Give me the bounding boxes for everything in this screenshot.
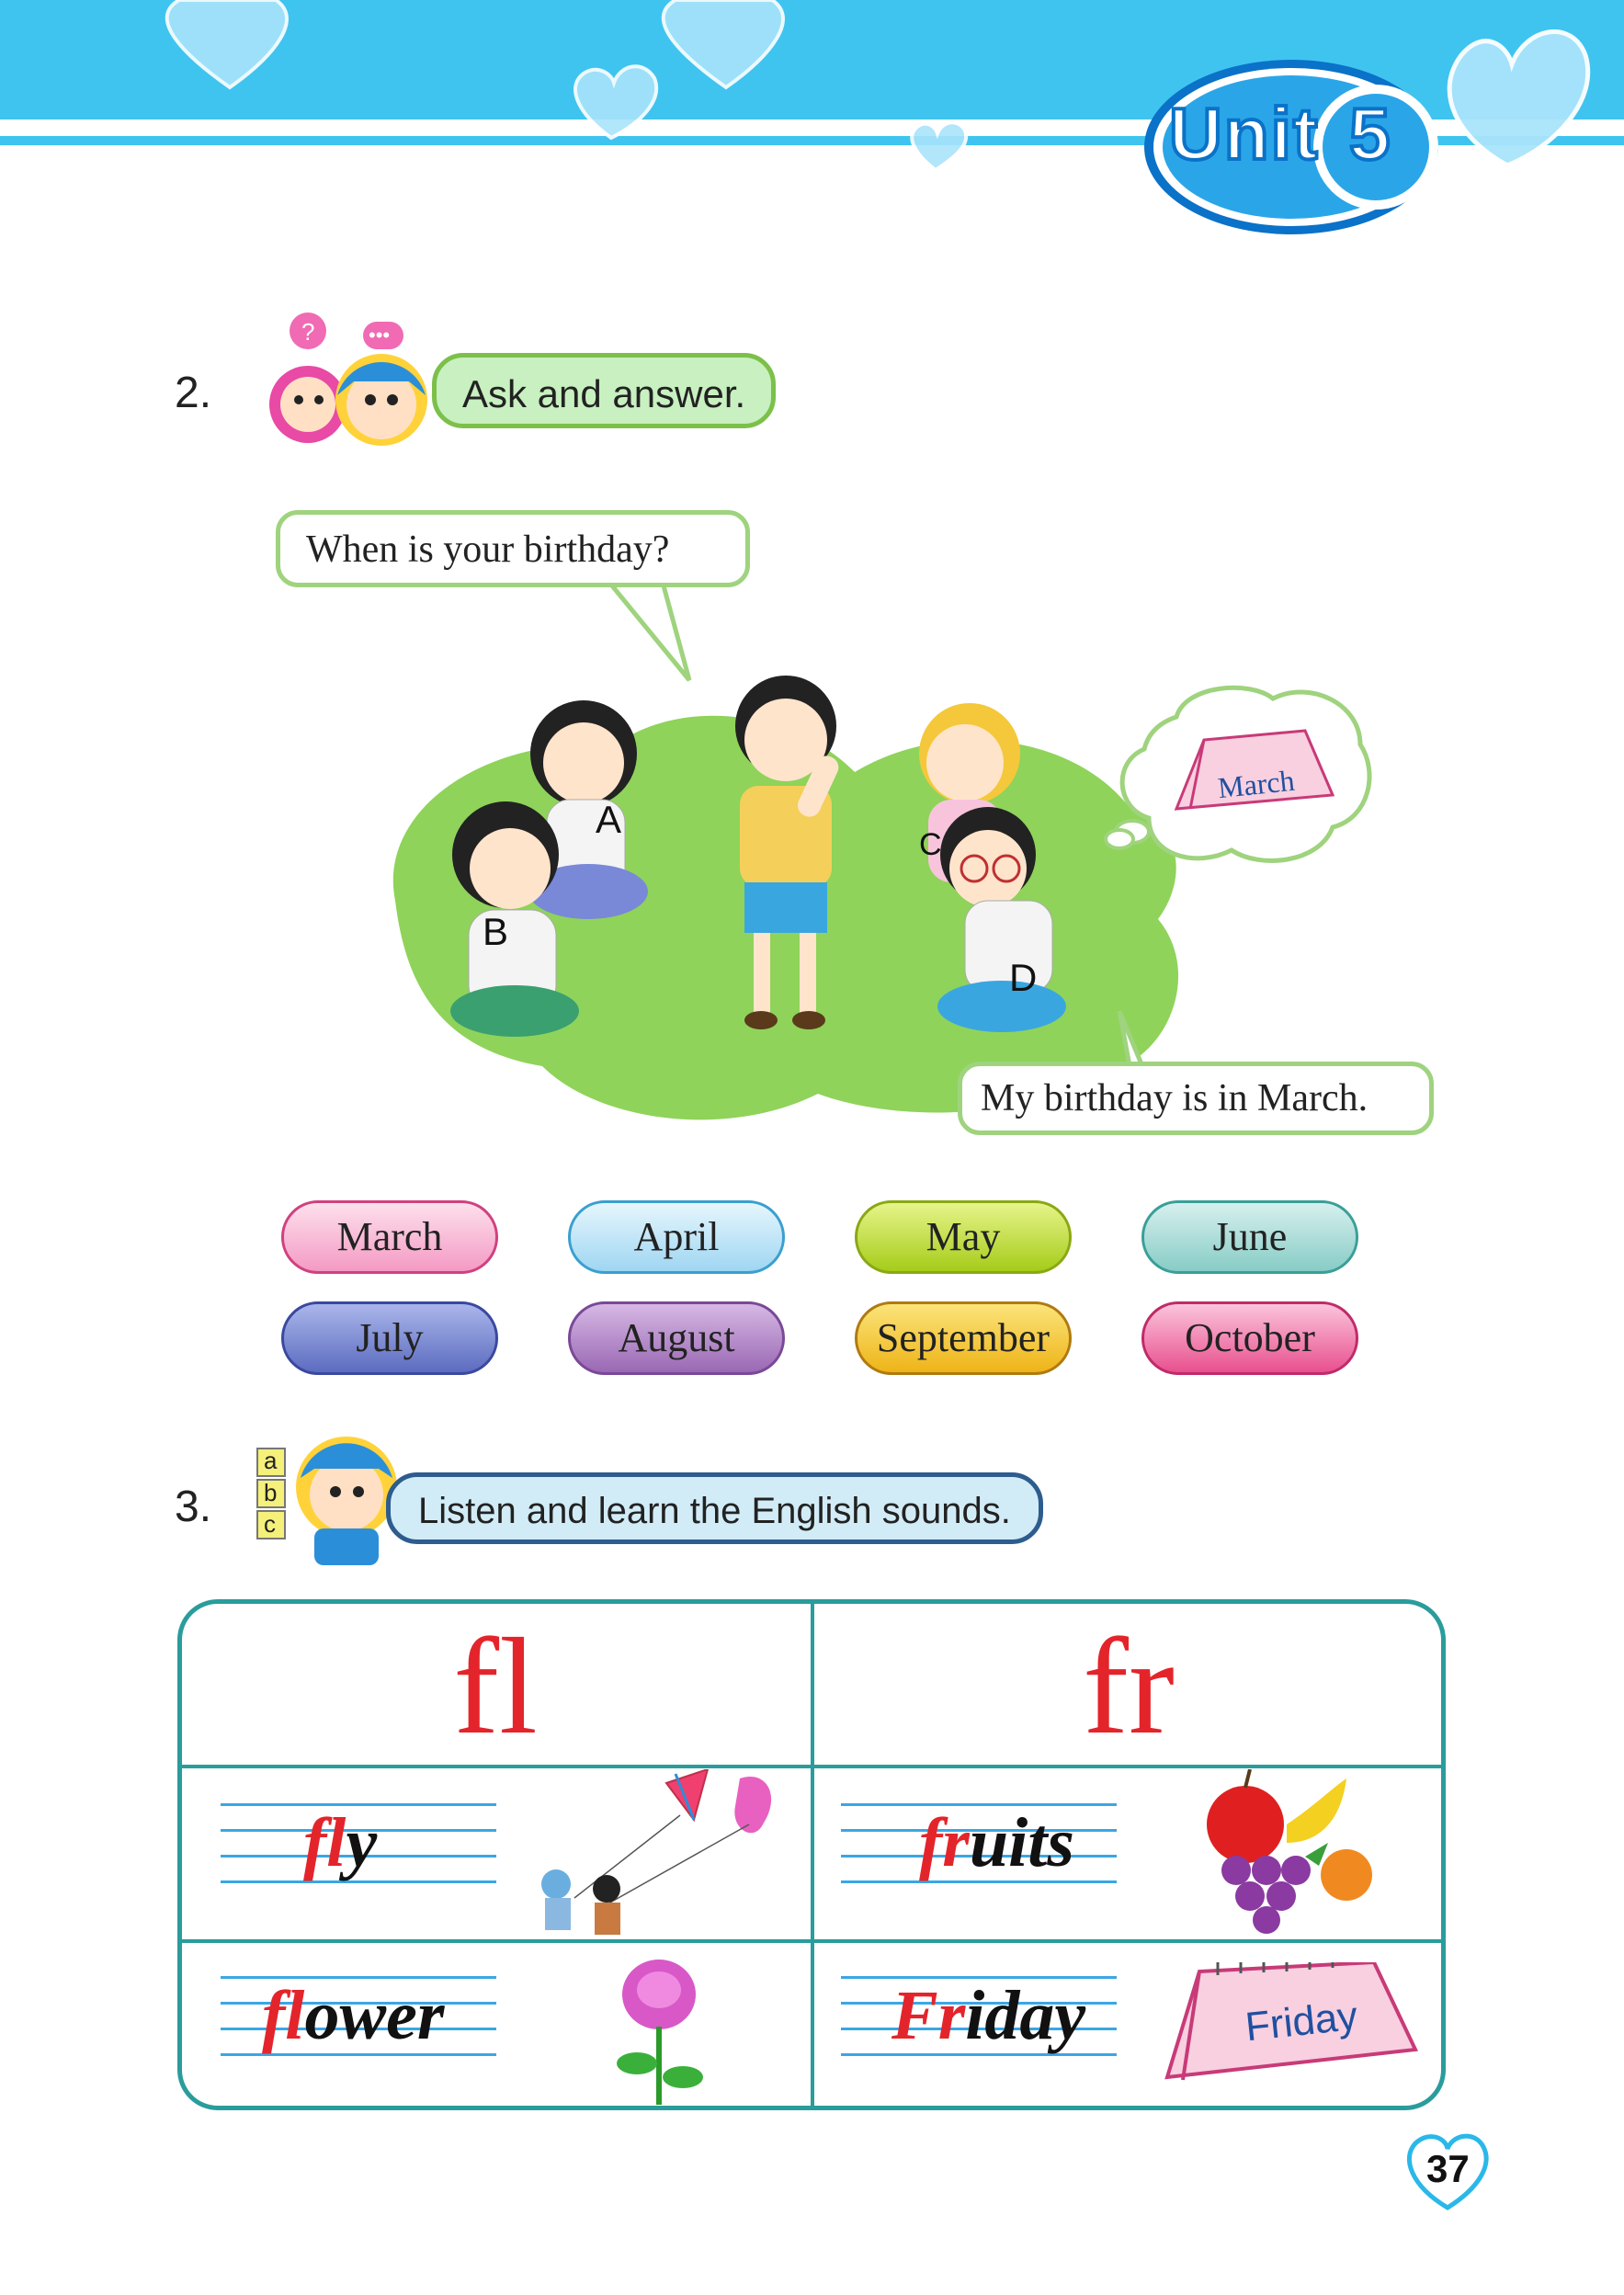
word-fly: fly bbox=[303, 1804, 378, 1881]
month-march: March bbox=[281, 1200, 498, 1274]
heart-icon bbox=[664, 0, 783, 87]
heart-icon bbox=[575, 66, 656, 138]
word-friday: Friday bbox=[891, 1977, 1086, 2054]
svg-text:?: ? bbox=[301, 318, 315, 346]
question-bubble: When is your birthday? bbox=[276, 510, 750, 587]
heart-icon bbox=[167, 0, 287, 87]
month-june: June bbox=[1141, 1200, 1358, 1274]
icon-letter-c: c bbox=[264, 1510, 276, 1538]
svg-text:•••: ••• bbox=[369, 324, 391, 347]
fruits-picture bbox=[1195, 1769, 1388, 1939]
icon-letter-b: b bbox=[264, 1479, 278, 1506]
month-april: April bbox=[568, 1200, 785, 1274]
section-2-number: 2. bbox=[175, 369, 212, 417]
heart-icon bbox=[912, 122, 966, 170]
calendar-label-friday: Friday bbox=[1243, 1993, 1360, 2051]
shirt-letter-d: D bbox=[1009, 956, 1038, 999]
section-3-title: Listen and learn the English sounds. bbox=[386, 1472, 1043, 1544]
rose-picture bbox=[602, 1953, 721, 2109]
unit-label: Unit bbox=[1169, 93, 1320, 175]
answer-bubble: My birthday is in March. bbox=[958, 1062, 1434, 1135]
phonics-divider-h2 bbox=[180, 1939, 1443, 1943]
month-october: October bbox=[1141, 1301, 1358, 1375]
ask-answer-icon bbox=[234, 308, 455, 446]
unit-number: 5 bbox=[1349, 93, 1391, 175]
section-3-number: 3. bbox=[175, 1483, 212, 1531]
heart-icon bbox=[1449, 32, 1588, 165]
phonics-divider-h1 bbox=[180, 1765, 1443, 1768]
phonics-header-fr: fr bbox=[1083, 1610, 1175, 1763]
kite-flying-picture bbox=[538, 1769, 786, 1939]
calendar-label-march: March bbox=[1216, 763, 1297, 805]
month-july: July bbox=[281, 1301, 498, 1375]
word-fruits: fruits bbox=[919, 1804, 1074, 1881]
month-may: May bbox=[855, 1200, 1072, 1274]
phonics-header-fl: fl bbox=[453, 1610, 538, 1763]
shirt-letter-a: A bbox=[596, 798, 622, 841]
thought-dot bbox=[1101, 823, 1138, 859]
shirt-letter-c: C bbox=[919, 827, 942, 862]
month-september: September bbox=[855, 1301, 1072, 1375]
page-number: 37 bbox=[1426, 2147, 1470, 2190]
shirt-letter-b: B bbox=[483, 910, 509, 953]
icon-letter-a: a bbox=[264, 1447, 278, 1474]
month-august: August bbox=[568, 1301, 785, 1375]
section-2-title: Ask and answer. bbox=[432, 353, 776, 428]
word-flower: flower bbox=[262, 1977, 445, 2054]
